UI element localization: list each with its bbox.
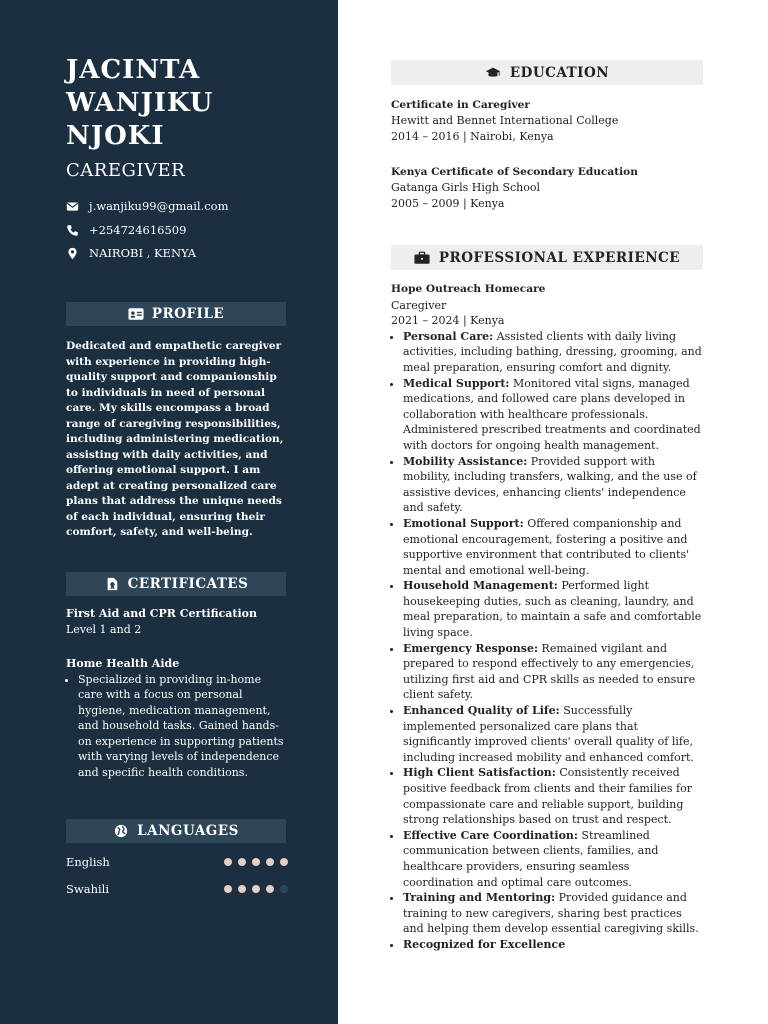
level-dot-filled xyxy=(224,885,232,893)
bullet-label: Emotional Support: xyxy=(403,516,524,530)
experience-bullet xyxy=(403,376,703,454)
contact-email xyxy=(66,199,326,213)
bullet-label: Effective Care Coordination: xyxy=(403,828,578,842)
experience-heading-text: PROFESSIONAL EXPERIENCE xyxy=(438,249,681,266)
level-dot-empty xyxy=(280,885,288,893)
bullet-label: Mobility Assistance: xyxy=(403,454,528,468)
experience-bullet xyxy=(403,890,703,937)
bullet-text: Provided guidance and training to new caregivers, sharing best practices and helping them develop essential caregiving skills. xyxy=(403,891,699,936)
graduation-cap-icon xyxy=(485,66,501,80)
bullet-text: Provided support with mobility, including transfers, walking, and the use of assistive devices, enhancing clients' independence and safety. xyxy=(403,454,697,515)
certificates-heading xyxy=(66,572,286,596)
briefcase-icon xyxy=(414,251,430,265)
bullet-label: Medical Support: xyxy=(403,376,510,390)
certificate-title: First Aid and CPR Certification xyxy=(66,607,257,620)
contact-location xyxy=(66,246,326,260)
certificate-item xyxy=(66,606,288,637)
education-heading xyxy=(391,60,703,85)
experience-item xyxy=(391,282,703,953)
experience-role: Caregiver xyxy=(391,298,447,312)
candidate-name xyxy=(66,54,326,153)
language-level xyxy=(224,858,288,866)
experience-bullet xyxy=(403,641,703,703)
email-text: j.wanjiku99@gmail.com xyxy=(89,199,229,213)
language-name: English xyxy=(66,855,110,869)
name-line: WANJIKU xyxy=(66,88,214,118)
certificate-detail: Level 1 and 2 xyxy=(66,622,142,636)
level-dot-filled xyxy=(224,858,232,866)
experience-bullet xyxy=(403,828,703,890)
certificate-bullet: • Specialized in providing in-home care with a focus on personal hygiene, medication management, and household tasks. Gained hands-on experience in supporting patients with varying levels of independence and specific health conditions. xyxy=(78,672,288,781)
experience-bullet xyxy=(403,703,703,765)
level-dot-filled xyxy=(252,858,260,866)
bullet-label: Personal Care: xyxy=(403,329,494,343)
phone-text: +254724616509 xyxy=(89,223,187,237)
bullet-text: Streamlined communication between clients, families, and healthcare providers, ensuring seamless coordination and optimal care outcomes. xyxy=(403,828,659,889)
bullet-text: Assisted clients with daily living activities, including bathing, dressing, grooming, and meal preparation, ensuring comfort and dignity. xyxy=(403,329,702,374)
main-content xyxy=(338,0,768,1024)
level-dot-filled xyxy=(266,858,274,866)
language-row-english xyxy=(66,855,288,869)
certificate-title: Home Health Aide xyxy=(66,657,180,670)
experience-bullet xyxy=(403,937,703,953)
experience-bullet xyxy=(403,329,703,376)
id-card-icon xyxy=(128,307,144,321)
language-row-swahili xyxy=(66,882,288,896)
name-line: NJOKI xyxy=(66,121,165,151)
experience-bullet xyxy=(403,454,703,516)
education-item xyxy=(391,164,703,212)
bullet-label: Training and Mentoring: xyxy=(403,891,556,905)
level-dot-filled xyxy=(280,858,288,866)
job-title: CAREGIVER xyxy=(66,160,186,181)
level-dot-filled xyxy=(238,858,246,866)
education-title: Kenya Certificate of Secondary Education xyxy=(391,166,638,178)
language-name: Swahili xyxy=(66,882,110,896)
education-heading-text: EDUCATION xyxy=(509,64,610,81)
bullet-label: High Client Satisfaction: xyxy=(403,766,556,780)
bullet-label: Recognized for Excellence xyxy=(403,937,566,951)
bullet-text: Remained vigilant and prepared to respond effectively to any emergencies, utilizing first aid and CPR skills as needed to ensure client safety. xyxy=(403,641,696,702)
experience-bullet xyxy=(403,578,703,640)
certificates-heading-text: CERTIFICATES xyxy=(127,576,249,592)
experience-heading xyxy=(391,245,703,270)
languages-heading xyxy=(66,819,286,843)
contact-phone xyxy=(66,223,326,237)
bullet-text: Monitored vital signs, managed medications, and followed care plans developed in collaboration with healthcare professionals. Administered prescribed treatments and coordinated with doctors for ongoing health management. xyxy=(403,376,701,452)
education-item xyxy=(391,97,703,145)
education-dates: 2005 – 2009 | Kenya xyxy=(391,197,505,210)
experience-dates: 2021 – 2024 | Kenya xyxy=(391,314,505,328)
envelope-icon xyxy=(66,200,79,213)
level-dot-filled xyxy=(252,885,260,893)
globe-icon xyxy=(113,824,129,838)
bullet-text: Consistently received positive feedback from clients and their families for compassionate care and reliable support, building strong relationships based on trust and respect. xyxy=(403,766,692,827)
experience-bullets xyxy=(391,329,703,953)
education-dates: 2014 – 2016 | Nairobi, Kenya xyxy=(391,130,554,143)
profile-heading xyxy=(66,302,286,326)
level-dot-filled xyxy=(266,885,274,893)
bullet-label: Emergency Response: xyxy=(403,641,539,655)
certificate-icon xyxy=(104,577,120,591)
location-pin-icon xyxy=(66,247,79,260)
profile-summary: Dedicated and empathetic caregiver with experience in providing high-quality support and companionship to individuals in need of personal care. My skills encompass a broad range of caregiving responsibilities, including administering medication, assisting with daily activities, and offering emotional support. I am adept at creating personalized care plans that address the unique needs of each individual, ensuring their comfort, safety, and well-being. xyxy=(66,340,284,538)
languages-heading-text: LANGUAGES xyxy=(137,823,239,839)
experience-bullet xyxy=(403,765,703,827)
education-school: Hewitt and Bennet International College xyxy=(391,114,619,127)
bullet-text: Performed light housekeeping duties, such as cleaning, laundry, and meal preparation, to maintain a safe and comfortable living space. xyxy=(403,579,702,640)
education-title: Certificate in Caregiver xyxy=(391,99,530,111)
language-level xyxy=(224,885,288,893)
name-line: JACINTA xyxy=(66,55,201,85)
bullet-label: Enhanced Quality of Life: xyxy=(403,704,560,718)
experience-bullet xyxy=(403,516,703,578)
certificate-bullets xyxy=(66,672,288,781)
level-dot-filled xyxy=(238,885,246,893)
certificate-item xyxy=(66,656,288,780)
bullet-label: Household Management: xyxy=(403,579,558,593)
profile-heading-text: PROFILE xyxy=(151,306,225,322)
experience-company: Hope Outreach Homecare xyxy=(391,283,546,295)
education-school: Gatanga Girls High School xyxy=(391,181,541,194)
phone-icon xyxy=(66,224,79,237)
bullet-text: Offered companionship and emotional encouragement, fostering a positive and supportive environment that contributed to clients' mental and emotional well-being. xyxy=(403,516,690,577)
location-text: NAIROBI , KENYA xyxy=(89,246,197,260)
sidebar xyxy=(0,0,338,1024)
bullet-text: Successfully implemented personalized care plans that significantly improved clients' overall quality of life, including increased mobility and enhanced comfort. xyxy=(403,704,694,764)
